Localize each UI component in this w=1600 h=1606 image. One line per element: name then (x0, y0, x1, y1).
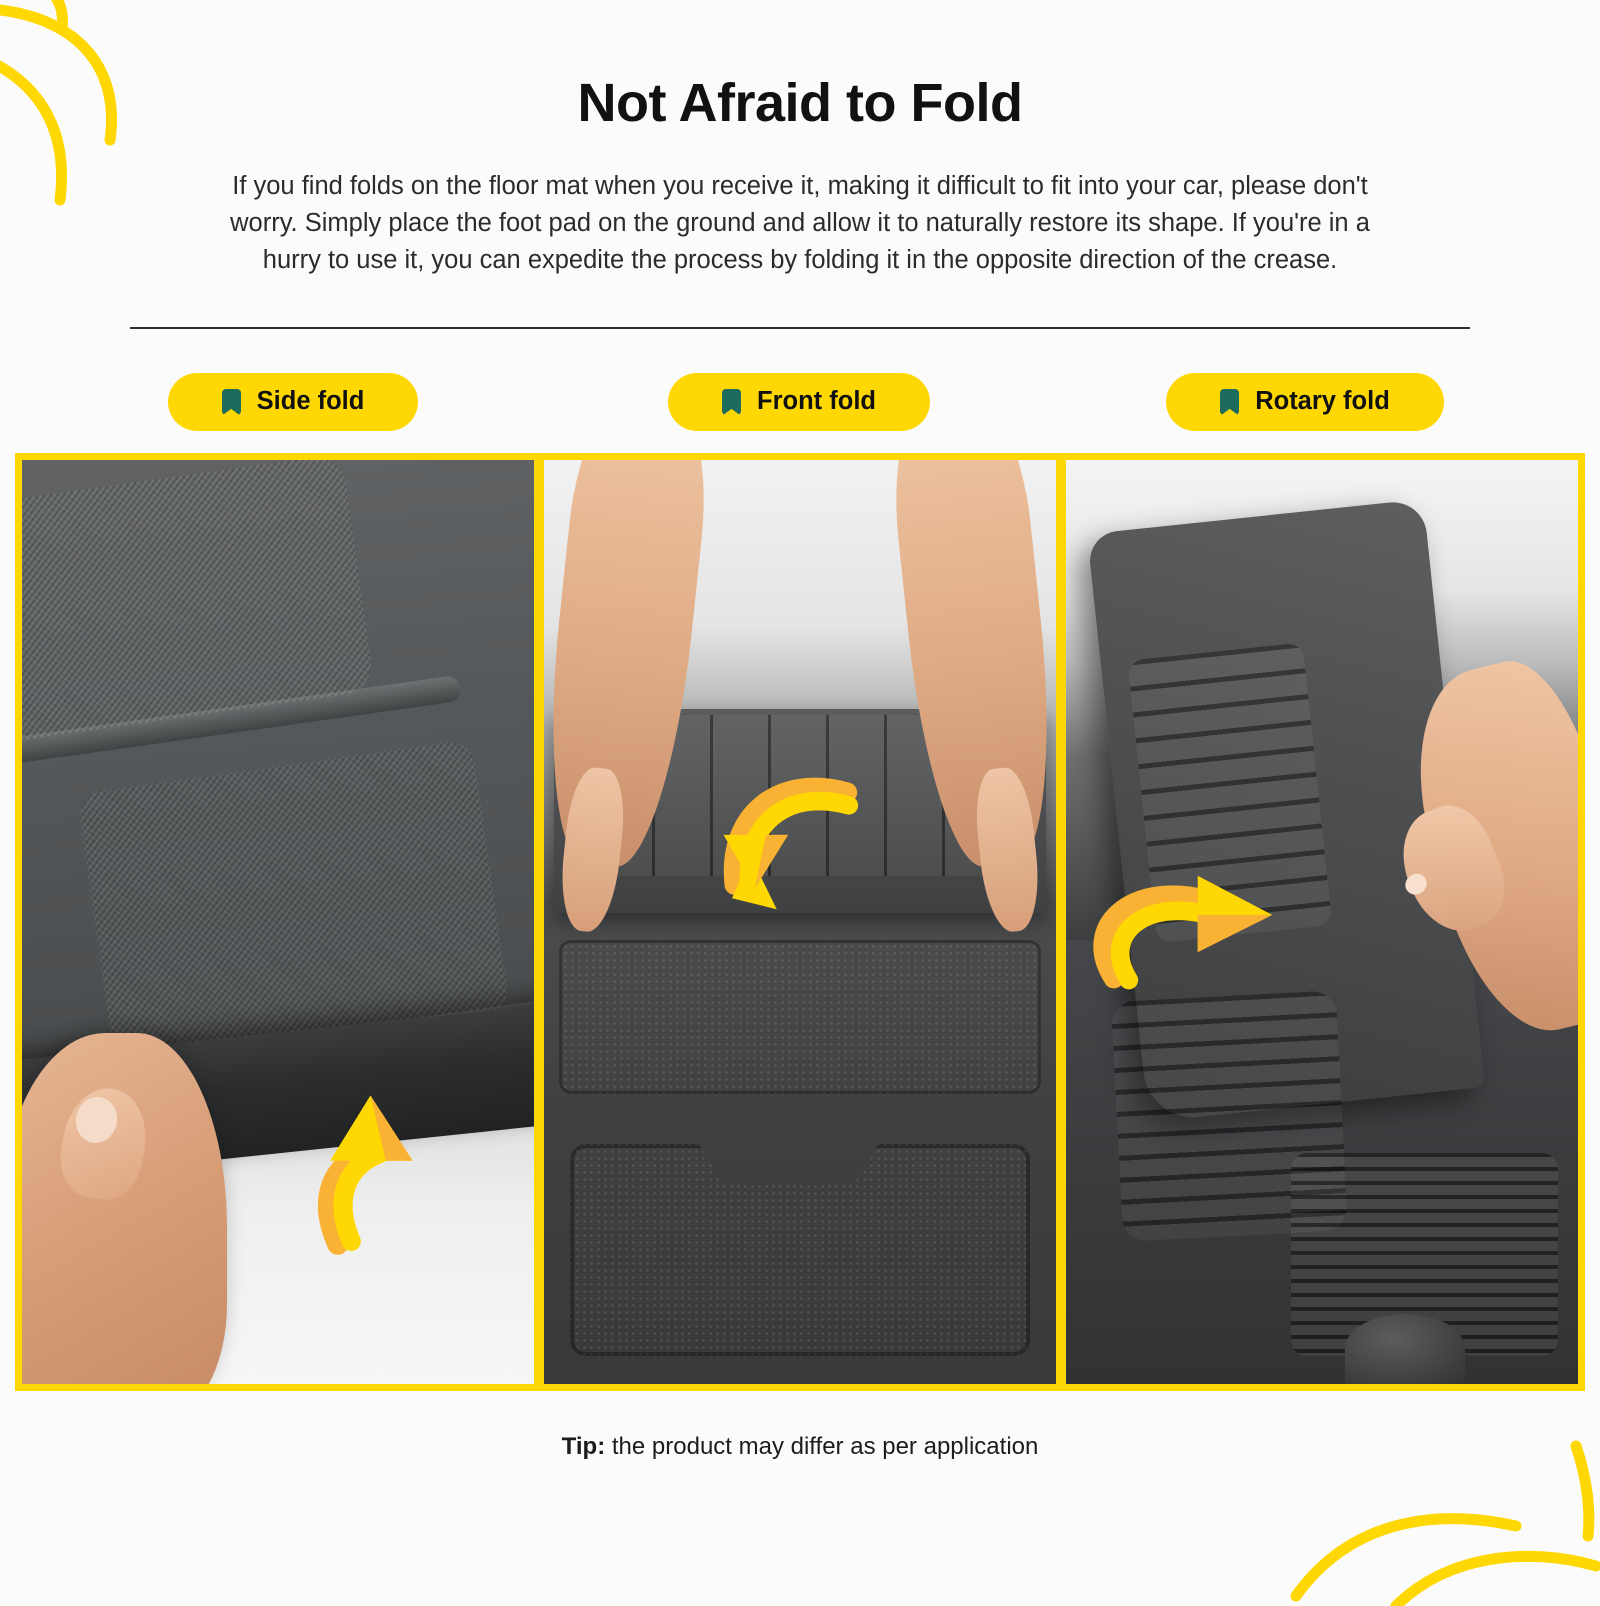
label-side-fold-text: Side fold (256, 387, 365, 416)
header-divider (130, 327, 1470, 329)
page-description: If you find folds on the floor mat when you receive it, making it difficult to fit into your car, please don't worry. Simply place the foot pad on the ground and allow it to naturally restore its shape. If you're in a hurry to use it, you can expedite the process by folding it in the opposite direction of the crease. (230, 172, 1370, 274)
pill-slot-rotary (1052, 373, 1558, 431)
tip-prefix: Tip: (561, 1432, 606, 1460)
label-rotary-fold (1166, 373, 1444, 431)
curved-right-arrow-icon (1086, 830, 1291, 1033)
tip-text: the product may differ as per application (605, 1432, 1039, 1460)
page-title: Not Afraid to Fold (577, 73, 1023, 133)
pill-slot-side (40, 373, 546, 431)
page-header (0, 0, 1600, 279)
tip-note (0, 1433, 1600, 1461)
bookmark-icon (222, 389, 241, 415)
panel-rotary-fold (1061, 460, 1578, 1384)
fold-label-row (40, 373, 1560, 431)
bookmark-icon (722, 389, 741, 415)
label-rotary-fold-text: Rotary fold (1255, 387, 1390, 416)
panel-side-fold (22, 460, 539, 1384)
image-gallery (15, 453, 1585, 1391)
label-side-fold (168, 373, 419, 431)
label-front-fold-text: Front fold (757, 387, 876, 416)
curved-up-arrow-icon (309, 996, 463, 1310)
curved-down-arrow-icon (718, 700, 902, 940)
label-front-fold (668, 373, 930, 431)
bookmark-icon (1220, 389, 1239, 415)
panel-front-fold (539, 460, 1061, 1384)
pill-slot-front (546, 373, 1052, 431)
